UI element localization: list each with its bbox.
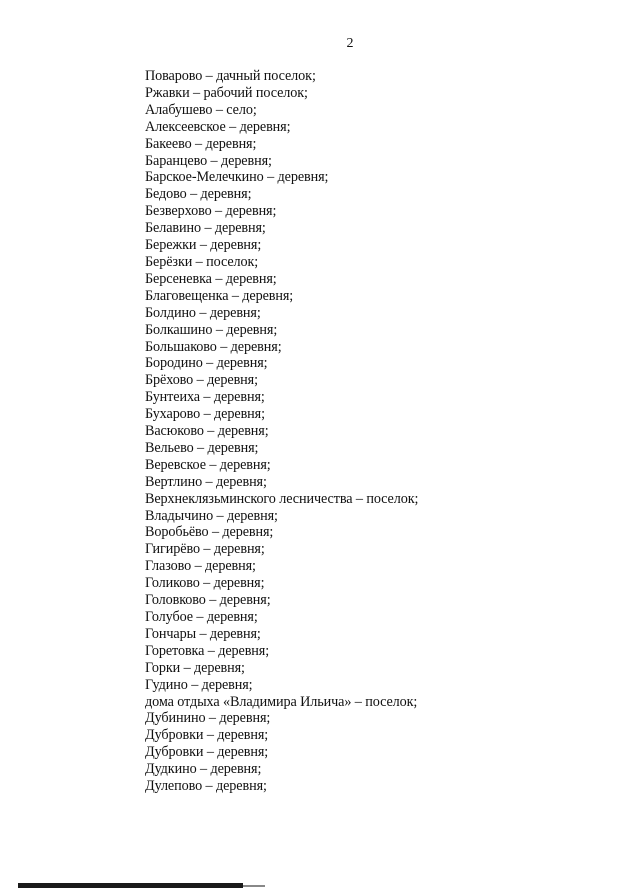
settlement-entry: Гончары – деревня;	[145, 625, 261, 642]
settlement-entry: Бедово – деревня;	[145, 186, 252, 203]
settlement-entry: Благовещенка – деревня;	[145, 287, 294, 304]
settlement-entry: Бородино – деревня;	[145, 355, 268, 372]
settlement-entry: Дубинино – деревня;	[145, 710, 271, 727]
scan-artifact-bar-tail	[243, 885, 265, 887]
settlement-entry: Горки – деревня;	[145, 659, 245, 676]
settlement-entry: Васюково – деревня;	[145, 423, 269, 440]
settlement-entry: Владычино – деревня;	[145, 507, 278, 524]
settlement-list	[145, 68, 418, 795]
settlement-entry: Бухарово – деревня;	[145, 406, 265, 423]
settlement-entry: Белавино – деревня;	[145, 220, 266, 237]
settlement-entry: Дубровки – деревня;	[145, 727, 269, 744]
settlement-entry: Бережки – деревня;	[145, 237, 262, 254]
settlement-entry: Берсеневка – деревня;	[145, 270, 277, 287]
settlement-entry: Берёзки – поселок;	[145, 253, 259, 270]
settlement-entry: Дудкино – деревня;	[145, 761, 262, 778]
settlement-entry: Барское-Мелечкино – деревня;	[145, 169, 329, 186]
settlement-entry: Горетовка – деревня;	[145, 642, 270, 659]
settlement-entry: Большаково – деревня;	[145, 338, 282, 355]
settlement-entry: Верхнеклязьминского лесничества – поселок;	[145, 490, 419, 507]
settlement-entry: Гигирёво – деревня;	[145, 541, 265, 558]
settlement-entry: Бакеево – деревня;	[145, 135, 257, 152]
settlement-entry: Веревское – деревня;	[145, 456, 271, 473]
settlement-entry: Болдино – деревня;	[145, 304, 261, 321]
settlement-entry: Баранцево – деревня;	[145, 152, 272, 169]
settlement-entry: Ржавки – рабочий поселок;	[145, 84, 308, 101]
scan-artifact-bar	[18, 883, 243, 888]
settlement-entry: Поварово – дачный поселок;	[145, 68, 316, 84]
settlement-entry: Дулепово – деревня;	[145, 778, 267, 795]
settlement-entry: Алабушево – село;	[145, 101, 257, 118]
settlement-entry: Вельево – деревня;	[145, 439, 259, 456]
settlement-entry: Безверхово – деревня;	[145, 203, 277, 220]
settlement-entry: Алексеевское – деревня;	[145, 118, 291, 135]
settlement-entry: дома отдыха «Владимира Ильича» – поселок;	[145, 693, 418, 710]
page-number: 2	[346, 36, 354, 51]
settlement-entry: Вертлино – деревня;	[145, 473, 267, 490]
settlement-entry: Глазово – деревня;	[145, 558, 256, 575]
settlement-entry: Дубровки – деревня;	[145, 744, 269, 761]
settlement-entry: Голубое – деревня;	[145, 609, 258, 625]
settlement-entry: Брёхово – деревня;	[145, 372, 258, 389]
settlement-entry: Болкашино – деревня;	[145, 321, 278, 338]
settlement-entry: Бунтеиха – деревня;	[145, 389, 265, 406]
settlement-entry: Гудино – деревня;	[145, 676, 253, 693]
settlement-entry: Воробьёво – деревня;	[145, 524, 274, 541]
settlement-entry: Головково – деревня;	[145, 592, 271, 609]
settlement-entry: Голиково – деревня;	[145, 575, 265, 592]
